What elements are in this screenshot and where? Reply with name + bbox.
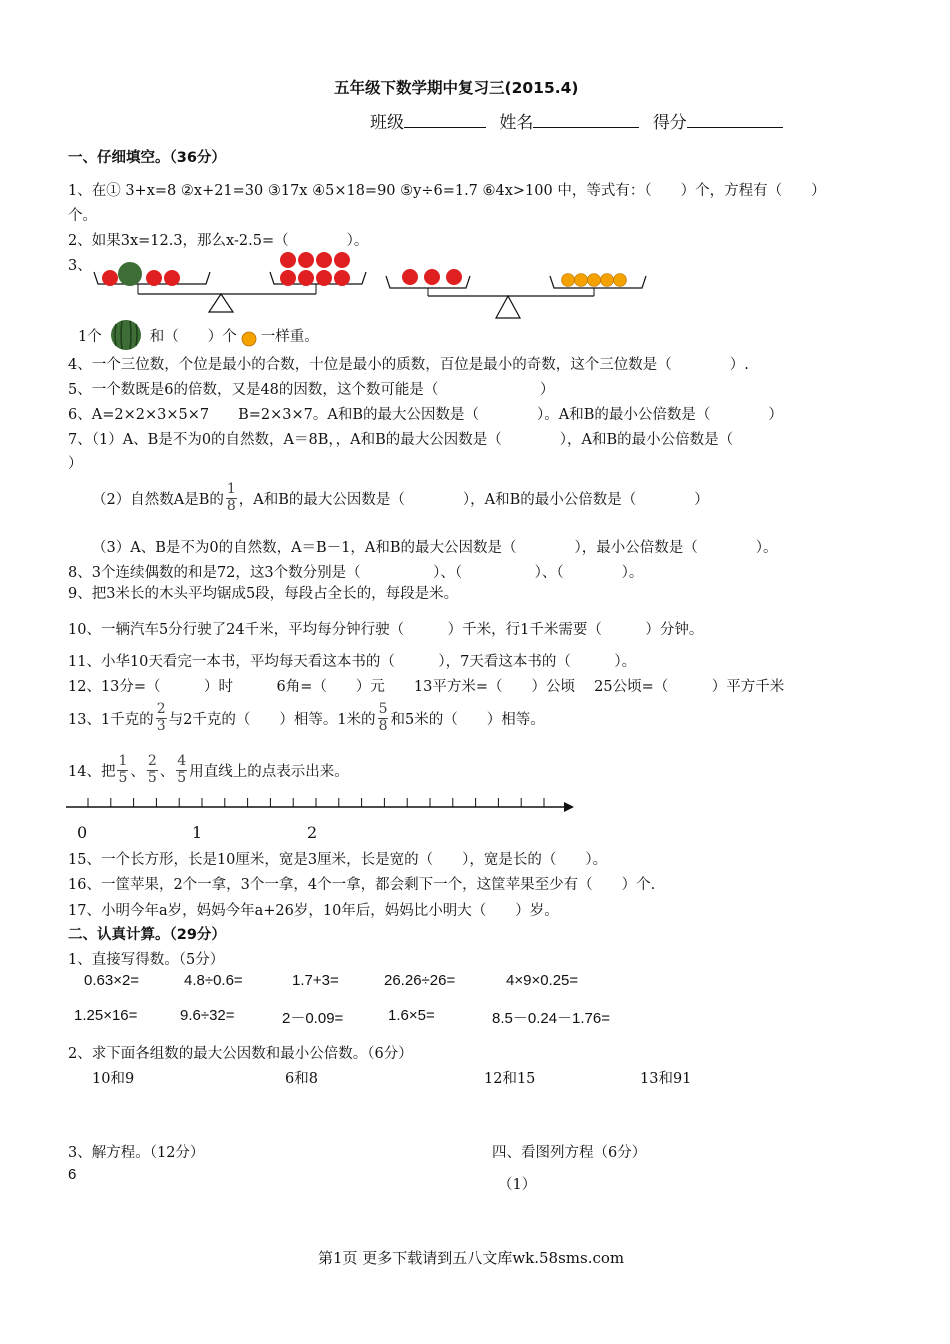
class-blank[interactable] — [404, 111, 486, 128]
q14-separator: 、 — [159, 763, 175, 780]
q7-2 — [92, 476, 709, 520]
student-info-fields — [370, 108, 783, 133]
gcd-pair: 13和91 — [640, 1071, 692, 1087]
q1-line2: 个。 — [68, 208, 97, 224]
equation-heading: 3、解方程。（12分） — [68, 1145, 205, 1161]
q11: 11、小华10天看完一本书，平均每天看这本书的（ ），7天看这本书的（ ）。 — [68, 654, 637, 670]
q5: 5、一个数既是6的倍数，又是48的因数，这个数可能是（ ） — [68, 382, 555, 398]
apple-icon — [280, 270, 296, 286]
q15: 15、一个长方形，长是10厘米，宽是3厘米，长是宽的（ ），宽是长的（ ）。 — [68, 852, 608, 868]
picture-equation-sub: （1） — [498, 1177, 537, 1193]
q17: 17、小明今年a岁，妈妈今年a+26岁，10年后，妈妈比小明大（ ）岁。 — [68, 903, 559, 919]
gcd-pair: 6和8 — [285, 1071, 318, 1087]
q14-separator: 、 — [130, 763, 145, 780]
q16: 16、一筐苹果，2个一拿，3个一拿，4个一拿，都会剩下一个，这筐苹果至少有（ ）个. — [68, 877, 656, 893]
q6: 6、A=2×2×3×5×7 B=2×3×7。A和B的最大公因数是（ ）。A和B的最小公倍数是（ ） — [68, 407, 783, 423]
apple-icon — [316, 270, 332, 286]
balance-scales-illustration — [88, 248, 648, 320]
calc-item: 9.6÷32= — [180, 1007, 235, 1024]
q13-part-a: 13、1千克的 — [68, 711, 154, 728]
q7-3: （3）A、B是不为0的自然数，A＝B－1，A和B的最大公因数是（ ），最小公倍数是（ ）。 — [92, 540, 778, 556]
q12: 12、13分=（ ）时 6角=（ ）元 13平方米=（ ）公顷 25公顷=（ ）平方千米 — [68, 679, 785, 695]
calc-item: 4×9×0.25= — [506, 972, 579, 989]
section1-heading: 一、仔细填空。（36分） — [68, 150, 226, 166]
calc-item: 4.8÷0.6= — [184, 972, 243, 989]
calc-item: 1.7+3= — [292, 972, 339, 989]
apple-icon — [146, 270, 162, 286]
calc-item: 2－0.09= — [282, 1010, 344, 1027]
q8: 8、3个连续偶数的和是72，这3个数分别是（ ）、（ ）、（ ）。 — [68, 565, 644, 581]
picture-equation-heading: 四、看图列方程（6分） — [492, 1145, 647, 1161]
numberline-label-0: 0 — [77, 823, 88, 842]
q3-label: 3、 — [68, 258, 92, 274]
section2-heading: 二、认真计算。（29分） — [68, 927, 226, 943]
q14-fraction-3: $\frac{4}{5}$ — [177, 753, 187, 786]
numberline-label-2: 2 — [307, 823, 318, 842]
calc-part1-heading: 1、直接写得数。（5分） — [68, 952, 225, 968]
name-label: 姓名 — [499, 113, 534, 133]
q3-answer-a: 1个 — [78, 328, 102, 345]
q10: 10、一辆汽车5分行驶了24千米，平均每分钟行驶（ ）千米，行1千米需要（ ）分钟。 — [68, 622, 704, 638]
q7-2-pre: （2）自然数A是B的 — [92, 491, 224, 508]
right-balance-scale — [386, 269, 646, 318]
calc-item: 1.25×16= — [74, 1007, 138, 1024]
calc-item: 0.63×2= — [84, 972, 140, 989]
q3-answer-b: 和（ ）个 — [149, 328, 237, 345]
q7-2-fraction: $\frac{1}{8}$ — [226, 481, 236, 514]
q3-answer-c: 一样重。 — [260, 328, 319, 345]
calc-item: 8.5－0.24－1.76= — [492, 1010, 611, 1027]
orange-icon — [601, 274, 614, 287]
stray-digit: 6 — [68, 1166, 77, 1183]
calc-part2-heading: 2、求下面各组数的最大公因数和最小公倍数。（6分） — [68, 1046, 413, 1062]
class-label: 班级 — [370, 113, 404, 133]
q3-answer-line — [78, 318, 319, 352]
apple-icon — [316, 252, 332, 268]
number-line — [64, 794, 576, 814]
q13-fraction-2: $\frac{5}{8}$ — [378, 701, 388, 734]
left-balance-scale — [94, 252, 366, 312]
q14-fraction-2: $\frac{2}{5}$ — [147, 753, 157, 786]
q7-1-line1: 7、（1）A、B是不为0的自然数，A＝8B，，A和B的最大公因数是（ ），A和B的最小公倍数是（ — [68, 432, 734, 448]
gcd-pair: 10和9 — [92, 1071, 135, 1087]
apple-icon — [280, 252, 296, 268]
name-blank[interactable] — [533, 111, 639, 128]
q7-2-post: ，A和B的最大公因数是（ ），A和B的最小公倍数是（ ） — [238, 491, 709, 508]
q14-fraction-1: $\frac{1}{5}$ — [118, 753, 128, 786]
apple-icon — [424, 269, 440, 285]
orange-icon — [562, 274, 575, 287]
watermelon-icon — [118, 262, 142, 286]
watermelon-icon — [106, 318, 146, 352]
q14-part-a: 14、把 — [68, 763, 116, 780]
q7-1-line2: ） — [68, 456, 83, 472]
orange-icon — [575, 274, 588, 287]
gcd-pair: 12和15 — [484, 1071, 536, 1087]
apple-icon — [164, 270, 180, 286]
q13 — [68, 696, 545, 740]
q14-part-b: 用直线上的点表示出来。 — [189, 763, 349, 780]
page-title: 五年级下数学期中复习三(2015.4) — [334, 79, 579, 97]
orange-icon — [239, 328, 259, 348]
apple-icon — [298, 270, 314, 286]
q4: 4、一个三位数，个位是最小的合数，十位是最小的质数，百位是最小的奇数，这个三位数是（ ）. — [68, 357, 749, 373]
apple-icon — [446, 269, 462, 285]
orange-icon — [588, 274, 601, 287]
page-footer: 第1页 更多下载请到五八文库wk.58sms.com — [318, 1249, 625, 1267]
q13-part-b: 与2千克的（ ）相等。1米的 — [168, 711, 376, 728]
calc-item: 26.26÷26= — [384, 972, 456, 989]
orange-icon — [614, 274, 627, 287]
q1-line1: 1、在① 3+x=8 ②x+21=30 ③17x ④5×18=90 ⑤y÷6=1.7 ⑥4x>100 中，等式有：（ ）个，方程有（ ） — [68, 183, 826, 199]
numberline-label-1: 1 — [192, 823, 203, 842]
apple-icon — [334, 270, 350, 286]
q9: 9、把3米长的木头平均锯成5段，每段占全长的，每段是米。 — [68, 586, 459, 602]
q14 — [68, 748, 349, 792]
score-blank[interactable] — [687, 111, 783, 128]
q13-part-c: 和5米的（ ）相等。 — [390, 711, 545, 728]
apple-icon — [102, 270, 118, 286]
apple-icon — [334, 252, 350, 268]
apple-icon — [298, 252, 314, 268]
calc-item: 1.6×5= — [388, 1007, 435, 1024]
apple-icon — [402, 269, 418, 285]
score-label: 得分 — [652, 113, 687, 133]
q13-fraction-1: $\frac{2}{3}$ — [156, 701, 166, 734]
q2: 2、如果3x=12.3，那么x-2.5=（ ）。 — [68, 233, 369, 249]
